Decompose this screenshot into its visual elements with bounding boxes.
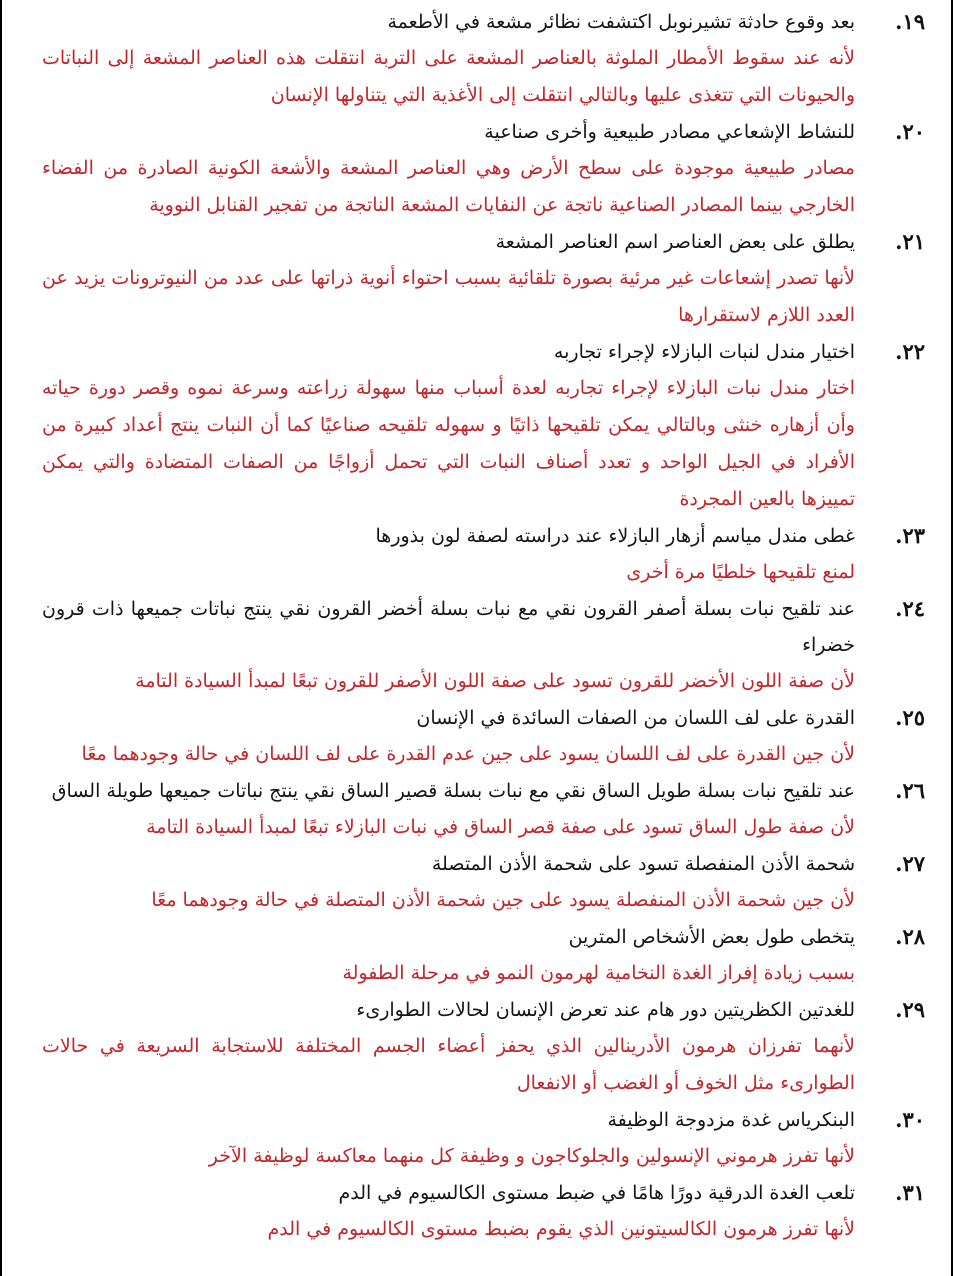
item-number: ١٩. xyxy=(895,9,925,34)
item-number: ٢٦. xyxy=(895,778,925,803)
list-item-23 xyxy=(42,518,925,591)
item-number: ٢٣. xyxy=(895,523,925,548)
question-text: للغدتين الكظريتين دور هام عند تعرض الإنسان لحالات الطوارىء xyxy=(356,999,855,1021)
item-number: ٢٧. xyxy=(895,851,925,876)
question-text: يطلق على بعض العناصر اسم العناصر المشعة xyxy=(495,231,855,253)
question-text: غطى مندل مياسم أزهار البازلاء عند دراسته لصفة لون بذورها xyxy=(375,525,855,547)
list-item-28 xyxy=(42,919,925,992)
answer-text: لأن صفة طول الساق تسود على صفة قصر الساق في نبات البازلاء تبعًا لمبدأ السيادة التامة xyxy=(146,816,855,838)
answer-text: مصادر طبيعية موجودة على سطح الأرض وهي العناصر المشعة والأشعة الكونية الصادرة من الفضاء الخارجي بينما المصادر الصناعية ناتجة عن النفايات المشعة الناتجة من تفجير القنابل النووية xyxy=(42,157,855,216)
answer-text: لمنع تلقيحها خلطيًا مرة أخرى xyxy=(626,561,855,583)
list-item-20 xyxy=(42,114,925,224)
list-item-19 xyxy=(42,4,925,114)
question-text: شحمة الأذن المنفصلة تسود على شحمة الأذن المتصلة xyxy=(431,853,855,875)
item-number: ٢٩. xyxy=(895,997,925,1022)
question-text: تلعب الغدة الدرقية دورًا هامًا في ضبط مستوى الكالسيوم في الدم xyxy=(338,1182,855,1204)
item-number: ٢٠. xyxy=(895,119,925,144)
list-item-22 xyxy=(42,334,925,518)
question-text: عند تلقيح نبات بسلة طويل الساق نقي مع نبات بسلة قصير الساق نقي ينتج نباتات جميعها طويلة الساق xyxy=(51,780,855,802)
question-text: البنكرياس غدة مزدوجة الوظيفة xyxy=(607,1109,855,1131)
item-number: ٢١. xyxy=(895,229,925,254)
answer-text: لأنه عند سقوط الأمطار الملوثة بالعناصر المشعة على التربة انتقلت هذه العناصر المشعة إلى النباتات والحيونات التي تتغذى عليها وبالتالي انتقلت إلى الأغذية التي يتناولها الإنسان xyxy=(42,47,855,106)
answer-text: لأن صفة اللون الأخضر للقرون تسود على صفة اللون الأصفر للقرون تبعًا لمبدأ السيادة التامة xyxy=(135,670,855,692)
item-number: ٢٤. xyxy=(895,596,925,621)
item-number: ٢٨. xyxy=(895,924,925,949)
list-item-29 xyxy=(42,992,925,1102)
question-text: اختيار مندل لنبات البازلاء لإجراء تجاربه xyxy=(553,341,855,363)
answer-text: لأن جين القدرة على لف اللسان يسود على جين عدم القدرة على لف اللسان في حالة وجودهما معًا xyxy=(81,743,855,765)
answer-text: لأن جين شحمة الأذن المنفصلة يسود على جين شحمة الأذن المتصلة في حالة وجودهما معًا xyxy=(151,889,855,911)
question-text: يتخطى طول بعض الأشخاص المترين xyxy=(568,926,855,948)
list-item-21 xyxy=(42,224,925,334)
question-text: عند تلقيح نبات بسلة أصفر القرون نقي مع نبات بسلة أخضر القرون نقي ينتج نباتات جميعها ذات قرون خضراء xyxy=(42,598,855,656)
answer-text: لأنها تفرز هرمون الكالسيتونين الذي يقوم بضبط مستوى الكالسيوم في الدم xyxy=(267,1218,855,1240)
list-item-25 xyxy=(42,700,925,773)
answer-text: لأنها تفرز هرموني الإنسولين والجلوكاجون و وظيفة كل منهما معاكسة لوظيفة الآخر xyxy=(208,1145,855,1167)
answer-text: لأنها تصدر إشعاعات غير مرئية بصورة تلقائية بسبب احتواء أنوية ذراتها على عدد من النيوترونات يزيد عن العدد اللازم لاستقرارها xyxy=(42,267,855,326)
list-item-31 xyxy=(42,1175,925,1248)
item-number: ٣٠. xyxy=(895,1107,925,1132)
answer-text: بسبب زيادة إفراز الغدة النخامية لهرمون النمو في مرحلة الطفولة xyxy=(342,962,855,984)
answer-text: لأنهما تفرزان هرمون الأدرينالين الذي يحفز أعضاء الجسم المختلفة للاستجابة السريعة في حالات الطوارىء مثل الخوف أو الغضب أو الانفعال xyxy=(42,1035,855,1094)
item-number: ٢٢. xyxy=(895,339,925,364)
list-item-26 xyxy=(42,773,925,846)
question-text: بعد وقوع حادثة تشيرنوبل اكتشفت نظائر مشعة في الأطعمة xyxy=(387,11,855,33)
question-text: للنشاط الإشعاعي مصادر طبيعية وأخرى صناعية xyxy=(484,121,855,143)
question-text: القدرة على لف اللسان من الصفات السائدة في الإنسان xyxy=(416,707,855,729)
list-item-30 xyxy=(42,1102,925,1175)
item-number: ٣١. xyxy=(895,1180,925,1205)
answer-text: اختار مندل نبات البازلاء لإجراء تجاربه لعدة أسباب منها سهولة زراعته وسرعة نموه وقصر دورة حياته وأن أزهاره خنثى وبالتالي يمكن تلقيحها ذاتيًا و سهوله تلقيحه صناعيًا كما أن النبات ينتج أعداد كبيرة من الأفراد في الجيل الواحد و تعدد أصناف النبات التي تحمل أزواجًا من الصفات المتضادة والتي يمكن تمييزها بالعين المجردة xyxy=(42,377,855,510)
item-number: ٢٥. xyxy=(895,705,925,730)
list-item-27 xyxy=(42,846,925,919)
list-item-24 xyxy=(42,591,925,700)
